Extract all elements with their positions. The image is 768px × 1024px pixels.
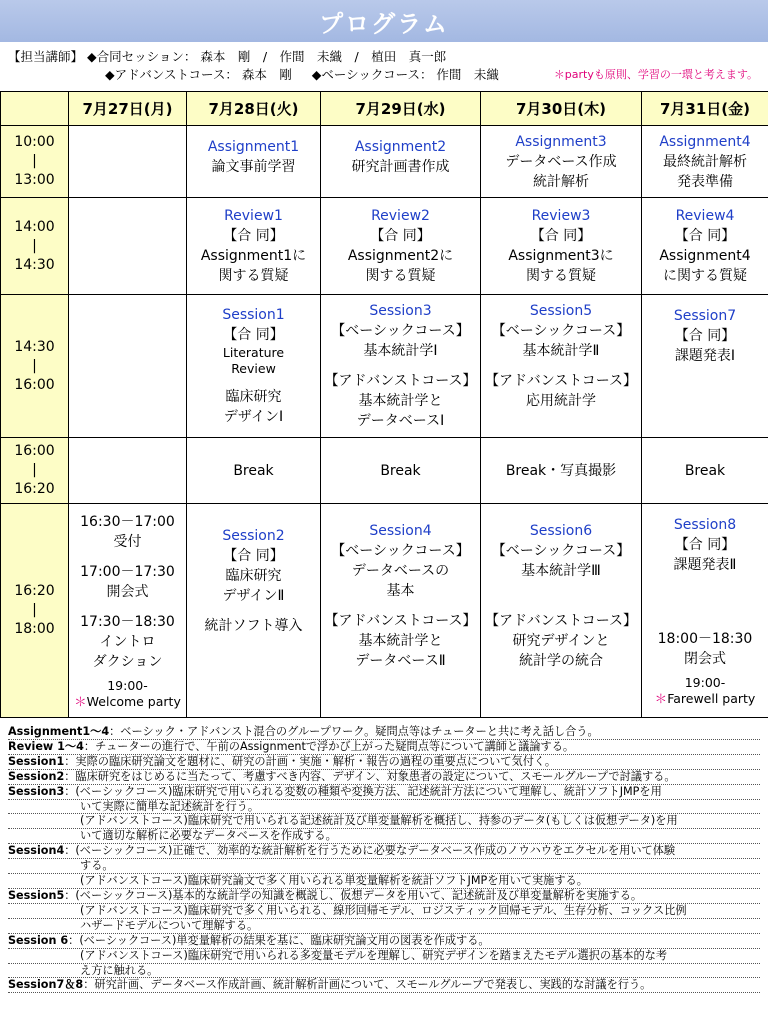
time-end: 16:20 [14,481,55,497]
time-separator: | [32,357,37,374]
note-row [8,964,760,979]
time-cell [1,126,69,198]
basic-course-label: 【ベーシックコース】 [491,323,631,339]
cell-text: 基本統計学Ⅱ [522,343,600,359]
schedule-cell [642,504,768,718]
cell-heading: Session1 [222,307,285,323]
cell-text: 発表準備 [677,173,733,190]
cell-text: 課題発表Ⅱ [673,556,737,573]
joint-label: 【合 同】 [223,228,284,244]
schedule-cell [481,295,642,438]
cell-text: 論文事前学習 [211,158,296,175]
note-row [8,800,760,815]
note-row [8,904,760,919]
party-time: 19:00- [107,677,148,693]
spacer [483,671,639,701]
cell-heading: Review2 [371,208,430,224]
schedule-cell [642,295,768,438]
note-text: いて適切な解析に必要なデータベースを作成する。 [80,829,337,843]
note-label: Session2 [8,769,65,783]
time-separator: | [32,237,37,254]
instructor-row-1 [8,48,764,66]
cell-text: 基本 [386,582,415,599]
note-text: (アドバンストコース)臨床研究で用いられる多変量モデルを理解し、研究デザインを踏まえたモデル選択の基本的な考 [80,948,668,962]
cell-text: Assignment3に [508,248,614,264]
basic-course-label: 【ベーシックコース】 [331,323,470,339]
schedule-cell [321,198,481,295]
schedule-cell [69,198,187,295]
cell-heading: Session5 [529,303,593,319]
page-title: プログラム [319,9,449,38]
note-text: いて実際に簡単な記述統計を行う。 [80,799,260,813]
day-header: 7月28日(火) [187,92,321,126]
time-end: 14:30 [14,256,55,273]
time-range: 17:00－17:30 [80,563,175,580]
cell-heading: Session4 [369,522,432,539]
schedule-cell [69,295,187,438]
schedule-cell [187,198,321,295]
note-text: (アドバンストコース)臨床研究で用いられる記述統計及び単変量解析を概括し、持参のデータ(もしくは仮想データ)を用 [80,814,678,828]
note-row [8,740,760,755]
schedule-cell [321,126,481,198]
time-end: 16:00 [14,376,55,393]
note-label: Session4 [8,844,65,858]
note-row [8,725,760,740]
time-end: 18:00 [14,621,55,637]
schedule-cell [321,295,481,438]
time-cell [1,295,69,438]
party-star: ＊ [654,690,668,706]
note-text: ：研究計画、データベース作成計画、統計解析計画について、スモールグループで発表し、実践的な討議を行う。 [83,978,652,992]
party-label [644,691,766,707]
cell-heading: Session8 [673,516,737,533]
note-row [8,874,760,889]
joint-label: 【合 同】 [223,547,284,564]
note-label: Session3 [8,784,65,798]
schedule-row [1,504,768,718]
time-start: 16:20 [14,583,55,599]
spacer [71,602,184,612]
note-row [8,889,760,904]
note-text: ：ベーシック・アドバンスト混合のグループワーク。疑問点等はチューターと共に考え話し合う。 [109,725,599,738]
time-range: 17:30－18:30 [80,613,175,630]
note-text: ：(ベーシックコース)臨床研究で用いられる変数の種類や変換方法、記述統計方法について理解し、統計ソフトJMPを用 [64,784,662,798]
day-header: 7月27日(月) [69,92,187,126]
note-label: Review 1～4 [8,739,84,753]
note-label: Session5 [8,888,65,902]
advanced-instructor: ◆アドバンストコース： 森本 剛 [105,67,292,82]
schedule-table [0,91,768,718]
schedule-cell [69,126,187,198]
cell-text: 最終統計解析 [663,153,747,170]
session-notes [8,725,760,993]
cell-heading: Session7 [673,308,737,324]
cell-text: 関する質疑 [526,268,596,284]
schedule-cell [481,198,642,295]
cell-text: Literature [222,345,285,360]
title-bar [0,0,768,42]
spacer [323,361,478,371]
joint-label: 【合 同】 [674,228,736,244]
cell-heading: Review3 [531,208,591,224]
cell-heading: Assignment1 [207,138,300,155]
cell-text: 研究計画書作成 [351,158,450,175]
joint-label: 【合 同】 [530,228,592,244]
cell-text: 研究デザインと [512,632,610,649]
day-header: 7月29日(水) [321,92,481,126]
basic-course-label: 【ベーシックコース】 [331,542,470,559]
cell-text: 統計ソフト導入 [204,617,303,634]
advanced-course-label: 【アドバンストコース】 [324,612,477,629]
spacer [71,552,184,562]
note-row [8,919,760,934]
note-row [8,859,760,874]
schedule-row [1,198,768,295]
day-header: 7月31日(金) [642,92,768,126]
cell-text: データベースⅠ [356,413,445,429]
note-label: Assignment1～4 [8,725,110,738]
spacer [483,361,639,371]
spacer [189,606,318,616]
spacer [189,177,318,187]
spacer [323,601,478,611]
schedule-row [1,126,768,198]
spacer [323,671,478,701]
cell-text: Assignment1に [200,248,307,264]
note-label: Session 6 [8,933,69,947]
cell-text: 臨床研究 [225,389,282,405]
note-row [8,755,760,770]
note-row [8,770,760,785]
note-text: ：チューターの進行で、午前のAssignmentで浮かび上がった疑問点等について講師と議論する。 [83,739,575,753]
party-note: ＊partyも原則、学習の一環と考えます。 [553,68,758,81]
cell-text: 統計解析 [533,173,589,190]
time-separator: | [32,153,37,169]
note-text: え方に触れる。 [80,963,159,977]
cell-text: 統計学の統合 [519,652,603,669]
basic-course-label: 【ベーシックコース】 [491,542,631,559]
break-cell: Break [187,438,321,504]
schedule-cell [69,438,187,504]
note-text: ：(ベーシックコース)基本的な統計学の知識を概説し、仮想データを用いて、記述統計及び単変量解析を実施する。 [64,888,643,902]
note-row [8,949,760,964]
schedule-row [1,295,768,438]
schedule-cell [642,126,768,198]
cell-heading: Session3 [369,303,432,319]
cell-text: 閉会式 [684,650,726,667]
note-text: (アドバンストコース)臨床研究で多く用いられる、線形回帰モデル、ロジスティック回帰モデル、生存分析、コックス比例 [80,903,687,917]
spacer [483,411,639,431]
cell-text: 受付 [113,533,142,550]
cell-text: 応用統計学 [526,393,596,409]
spacer [483,581,639,611]
schedule-cell [69,504,187,718]
advanced-course-label: 【アドバンストコース】 [484,612,638,629]
cell-text: 基本統計学Ⅲ [521,562,601,579]
joint-label: 【合 同】 [370,228,431,244]
cell-text: 基本統計学と [358,393,443,409]
note-text: ：実際の臨床研究論文を題材に、研究の計画・実施・解析・報告の過程の重要点について気付く。 [64,754,557,768]
cell-text: データベースⅡ [355,652,446,669]
cell-text: に関する質疑 [663,268,747,284]
cell-text: 関する質疑 [218,268,289,284]
schedule-cell [187,126,321,198]
schedule-cell [187,295,321,438]
note-row [8,829,760,844]
note-text: ：臨床研究をはじめるに当たって、考慮すべき内容、デザイン、対象患者の設定について、スモールグループで討議する。 [64,769,676,783]
time-start: 14:30 [14,338,55,355]
cell-heading: Review1 [224,208,283,224]
joint-label: 【合 同】 [674,536,736,553]
time-start: 16:00 [14,443,55,459]
advanced-course-label: 【アドバンストコース】 [324,373,477,389]
basic-instructor: ◆ベーシックコース： 作間 未織 [311,67,499,82]
cell-text: 関する質疑 [365,268,436,284]
time-start: 10:00 [14,134,55,150]
spacer [644,366,766,426]
time-cell [1,504,69,718]
note-row [8,978,760,993]
day-header: 7月30日(木) [481,92,642,126]
cell-text: Assignment2に [347,248,454,264]
time-start: 14:00 [14,218,55,235]
time-end: 13:00 [14,172,55,188]
break-cell: Break [642,438,768,504]
cell-text: Review [231,361,276,376]
cell-text: ダクション [92,653,163,670]
cell-text: 臨床研究 [225,567,282,584]
header-row [1,92,768,126]
note-text: ：(ベーシックコース)単変量解析の結果を基に、臨床研究論文用の図表を作成する。 [68,933,490,947]
break-cell: Break [321,438,481,504]
cell-text: データベース作成 [505,153,617,170]
note-text: ハザードモデルについて理解する。 [80,918,259,932]
joint-label: 【合 同】 [223,327,284,343]
schedule-cell [642,198,768,295]
spacer [189,377,318,387]
break-cell: Break・写真撮影 [481,438,642,504]
party-star: ＊ [74,693,87,709]
schedule-cell [321,504,481,718]
note-row [8,814,760,829]
schedule-cell [481,504,642,718]
note-text: する。 [80,859,114,873]
cell-heading: Assignment3 [515,133,607,150]
cell-text: 開会式 [106,583,149,600]
spacer [323,177,478,187]
cell-text: データベースの [351,562,450,579]
cell-text: Assignment4 [659,248,751,264]
time-separator: | [32,602,37,618]
time-separator: | [32,462,37,478]
joint-instructors: ◆合同セッション： 森本 剛 / 作間 未織 / 植田 真一郎 [87,49,447,64]
spacer [189,636,318,696]
note-label: Session1 [8,754,65,768]
schedule-row [1,438,768,504]
joint-label: 【合 同】 [674,328,736,344]
time-range: 16:30－17:00 [80,513,175,530]
corner-cell [1,92,69,126]
cell-text: デザインⅡ [222,587,285,604]
note-text: ：(ベーシックコース)正確で、効率的な統計解析を行うために必要なデータベース作成のノウハウをエクセルを用いて体験 [64,844,676,858]
cell-heading: Session2 [222,527,285,544]
note-row [8,934,760,949]
cell-text: 課題発表Ⅰ [674,348,736,364]
cell-text: 基本統計学と [358,632,443,649]
cell-heading: Assignment4 [659,133,751,150]
cell-heading: Review4 [675,208,735,224]
instructor-info [8,48,764,84]
party-label [71,694,184,710]
time-range: 18:00－18:30 [657,630,753,647]
schedule-cell [187,504,321,718]
instructor-label: 【担当講師】 [8,49,84,64]
cell-heading: Assignment2 [354,138,447,155]
party-time: 19:00- [684,674,726,690]
spacer [644,575,766,629]
note-text: (アドバンストコース)臨床研究論文で多く用いられる単変量解析を統計ソフトJMPを用いて実施する。 [80,874,588,888]
note-row [8,785,760,800]
schedule-cell [481,126,642,198]
advanced-course-label: 【アドバンストコース】 [484,373,638,389]
time-cell [1,198,69,295]
instructor-row-2 [8,66,764,84]
cell-heading: Session6 [529,522,593,539]
note-row [8,844,760,859]
time-cell [1,438,69,504]
party-name: Welcome party [86,693,181,709]
cell-text: 基本統計学Ⅰ [363,343,438,359]
cell-text: イントロ [99,633,156,650]
note-label: Session7＆8 [8,978,84,992]
party-name: Farewell party [667,690,756,706]
cell-text: デザインⅠ [223,409,284,425]
